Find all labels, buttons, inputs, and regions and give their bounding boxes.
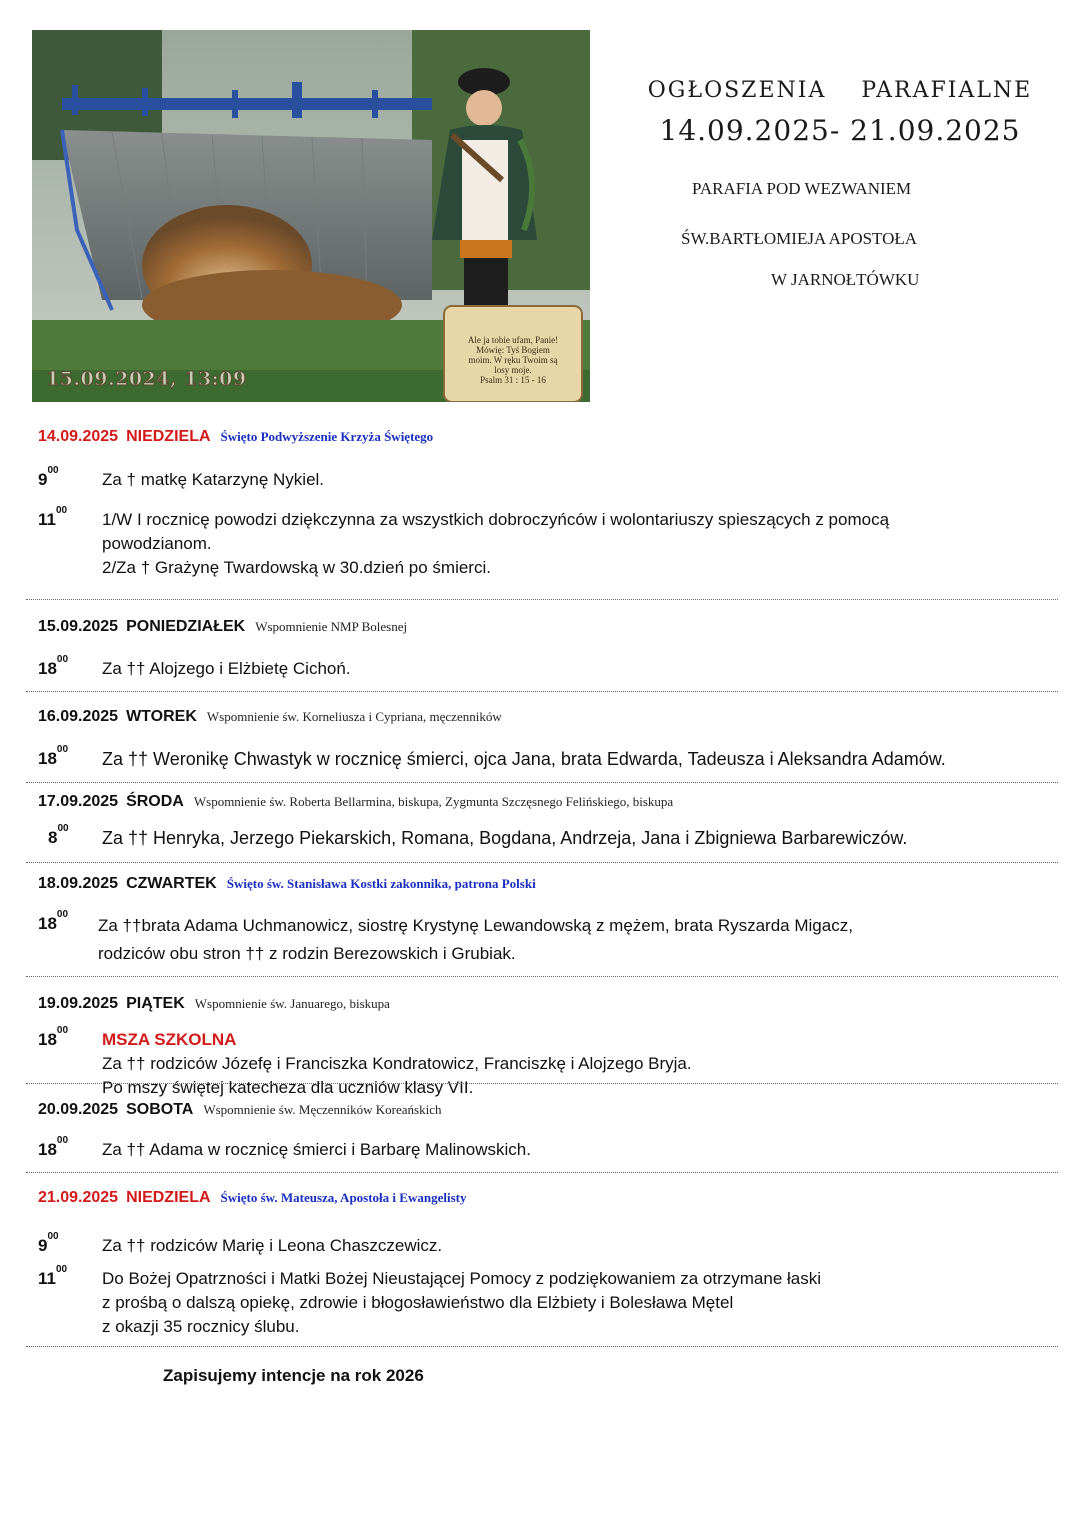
intention-line: Za †† rodziców Marię i Leona Chaszczewicz. <box>102 1236 443 1255</box>
day-header <box>38 995 1048 1013</box>
mass-intention <box>102 1138 1062 1162</box>
day-header <box>38 708 1048 726</box>
intention-line: Za †† rodziców Józefę i Franciszka Kondratowicz, Franciszkę i Alojzego Bryja. <box>102 1054 692 1073</box>
mass-intention <box>102 747 1062 771</box>
intention-line: 1/W I rocznicę powodzi dziękczynna za wszystkich dobroczyńców i wolontariuszy spieszących z pomocą <box>102 510 890 529</box>
mass-hour: 18 <box>38 659 57 678</box>
day-date: 16.09.2025 <box>38 708 119 725</box>
intention-line: Za †† Alojzego i Elżbietę Cichoń. <box>102 659 351 678</box>
psalm-line: Mówię: Tyś Bogiem <box>476 345 550 355</box>
day-of-week: PIĄTEK <box>126 995 185 1012</box>
parish-line-2: ŚW.BARTŁOMIEJA APOSTOŁA <box>681 229 918 248</box>
mass-minutes: 00 <box>55 505 68 516</box>
mass-minutes: 00 <box>56 744 69 755</box>
day-header <box>38 618 1048 636</box>
intention-line: Po mszy świętej katecheza dla uczniów klasy VII. <box>102 1078 474 1097</box>
intention-line: Za †† Henryka, Jerzego Piekarskich, Romana, Bogdana, Andrzeja, Jana i Zbigniewa Barbarewiczów. <box>102 828 908 848</box>
day-of-week: PONIEDZIAŁEK <box>126 618 246 635</box>
separator <box>26 1083 1058 1084</box>
day-date: 17.09.2025 <box>38 793 119 810</box>
mass-hour: 18 <box>38 914 57 933</box>
mass-hour: 9 <box>38 470 48 489</box>
separator <box>26 691 1058 692</box>
mass-time <box>38 744 69 771</box>
header-photo <box>32 30 590 402</box>
intention-line: z okazji 35 rocznicy ślubu. <box>102 1317 300 1336</box>
psalm-scroll-text <box>452 314 574 402</box>
mass-hour: 18 <box>38 1140 57 1159</box>
feast-name: Wspomnienie św. Januarego, biskupa <box>194 996 390 1011</box>
mass-hour: 11 <box>38 510 56 529</box>
day-of-week: NIEDZIELA <box>126 1189 211 1206</box>
psalm-reference: Psalm 31 : 15 - 16 <box>480 375 546 385</box>
mass-intention <box>102 1267 1062 1339</box>
intention-line: Za † matkę Katarzynę Nykiel. <box>102 470 325 489</box>
day-of-week: ŚRODA <box>126 793 184 810</box>
mass-time <box>38 909 69 936</box>
mass-minutes: 00 <box>56 654 69 665</box>
mass-minutes: 00 <box>47 1231 59 1242</box>
mass-minutes: 00 <box>47 465 59 476</box>
mass-intention <box>102 657 1062 681</box>
mass-hour: 18 <box>38 1030 57 1049</box>
mass-time <box>38 654 69 681</box>
footer-note: Zapisujemy intencje na rok 2026 <box>163 1366 424 1385</box>
mass-time <box>38 1135 69 1162</box>
parish-line-3: W JARNOŁTÓWKU <box>771 270 920 289</box>
separator <box>26 1172 1058 1173</box>
day-header <box>38 428 1048 446</box>
day-date: 21.09.2025 <box>38 1189 119 1206</box>
feast-name: Święto Podwyższenie Krzyża Świętego <box>220 429 434 444</box>
mass-hour: 18 <box>38 749 57 768</box>
intention-line: Za ††brata Adama Uchmanowicz, siostrę Krystynę Lewandowską z mężem, brata Ryszarda Migacz, <box>98 916 853 935</box>
day-date: 19.09.2025 <box>38 995 119 1012</box>
intention-line: z prośbą o dalszą opiekę, zdrowie i błogosławieństwo dla Elżbiety i Bolesława Mętel <box>102 1293 734 1312</box>
intention-line: rodziców obu stron †† z rodzin Berezowskich i Grubiak. <box>98 944 516 963</box>
intention-line: Do Bożej Opatrzności i Matki Bożej Nieustającej Pomocy z podziękowaniem za otrzymane łaski <box>102 1269 822 1288</box>
day-header <box>38 1189 1048 1207</box>
intention-line: 2/Za † Grażynę Twardowską w 30.dzień po śmierci. <box>102 558 491 577</box>
feast-name: Wspomnienie NMP Bolesnej <box>255 619 408 634</box>
intention-line: Za †† Adama w rocznicę śmierci i Barbarę Malinowskich. <box>102 1140 531 1159</box>
day-date: 18.09.2025 <box>38 875 119 892</box>
mass-time <box>38 505 68 532</box>
mass-time <box>38 1025 69 1052</box>
mass-intention <box>102 468 1062 492</box>
mass-minutes: 00 <box>55 1264 68 1275</box>
date-range-title: 14.09.2025- 21.09.2025 <box>659 114 1021 147</box>
psalm-line: Ale ja tobie ufam, Panie! <box>467 335 559 345</box>
feast-name: Wspomnienie św. Korneliusza i Cypriana, męczenników <box>206 709 502 724</box>
day-date: 14.09.2025 <box>38 428 119 445</box>
mass-hour: 11 <box>38 1269 56 1288</box>
mass-intention <box>102 1028 1062 1100</box>
mass-intention <box>98 912 1058 968</box>
mass-minutes: 00 <box>57 823 69 834</box>
mass-intention <box>102 1234 1062 1258</box>
feast-name: Wspomnienie św. Męczenników Koreańskich <box>203 1102 442 1117</box>
mass-minutes: 00 <box>56 1025 69 1036</box>
photo-timestamp: 15.09.2024, 13:09 <box>46 368 247 390</box>
day-date: 20.09.2025 <box>38 1101 119 1118</box>
intention-line: powodzianom. <box>102 534 212 553</box>
day-of-week: CZWARTEK <box>126 875 217 892</box>
day-of-week: WTOREK <box>126 708 197 725</box>
mass-intention <box>102 826 1062 850</box>
day-header <box>38 793 1048 811</box>
parish-line-1: PARAFIA POD WEZWANIEM <box>692 179 912 198</box>
mass-time <box>38 1231 59 1258</box>
separator <box>26 782 1058 783</box>
mass-minutes: 00 <box>56 909 69 920</box>
separator <box>26 1346 1058 1347</box>
school-mass-label: MSZA SZKOLNA <box>102 1030 237 1049</box>
feast-name: Wspomnienie św. Roberta Bellarmina, biskupa, Zygmunta Szczęsnego Felińskiego, biskupa <box>193 794 674 809</box>
separator <box>26 599 1058 600</box>
mass-hour: 9 <box>38 1236 48 1255</box>
separator <box>26 862 1058 863</box>
day-header <box>38 875 1048 893</box>
intention-line: Za †† Weronikę Chwastyk w rocznicę śmierci, ojca Jana, brata Edwarda, Tadeusza i Aleksandra Adamów. <box>102 749 946 769</box>
mass-intention <box>102 508 1062 580</box>
feast-name: Święto św. Stanisława Kostki zakonnika, patrona Polski <box>226 876 536 891</box>
feast-name: Święto św. Mateusza, Apostoła i Ewangelisty <box>220 1190 467 1205</box>
psalm-line: losy moje. <box>494 365 532 375</box>
mass-minutes: 00 <box>56 1135 69 1146</box>
separator <box>26 976 1058 977</box>
day-header <box>38 1101 1048 1119</box>
mass-time <box>38 1264 68 1291</box>
mass-time <box>48 823 69 850</box>
day-date: 15.09.2025 <box>38 618 119 635</box>
psalm-line: moim. W ręku Twoim są <box>468 355 558 365</box>
mass-time <box>38 465 59 492</box>
day-of-week: SOBOTA <box>126 1101 194 1118</box>
announcements-title: OGŁOSZENIA PARAFIALNE <box>647 78 1033 103</box>
mass-hour: 8 <box>48 828 58 847</box>
day-of-week: NIEDZIELA <box>126 428 211 445</box>
